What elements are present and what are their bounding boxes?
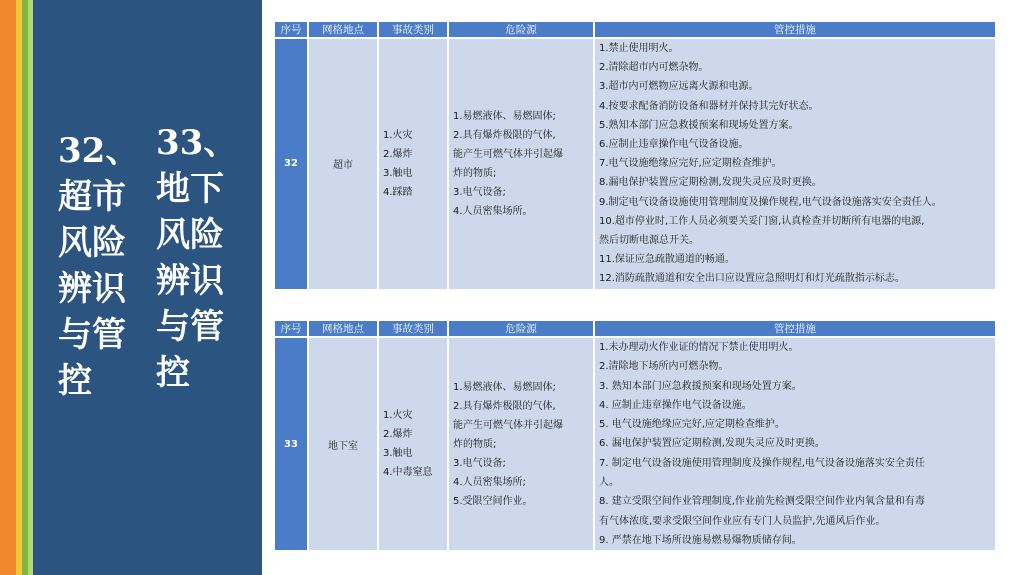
hazard-item: 能产生可燃气体并引起爆 — [453, 148, 563, 160]
row-hazards — [449, 338, 593, 550]
header-accident-type: 事故类别 — [379, 22, 447, 37]
measure-item: 1.未办理动火作业证的情况下禁止使用明火。 — [599, 342, 799, 353]
title-33-line: 风险 — [156, 215, 224, 255]
measure-item: 10.超市停业时,工作人员必须要关妥门窗,认真检查并切断所有电器的电源, — [599, 215, 925, 227]
hazard-item: 3.电气设备; — [453, 186, 506, 198]
header-measures: 管控措施 — [595, 22, 995, 37]
measure-item: 8. 建立受限空间作业管理制度,作业前先检测受限空间作业内氧含量和有毒 — [599, 496, 925, 508]
hazard-item: 4.人员密集场所。 — [453, 205, 533, 217]
accident-type-item: 3.触电 — [383, 448, 413, 460]
hazard-item: 炸的物质; — [453, 438, 497, 450]
measure-item: 有气体浓度,要求受限空间作业应有专门人员监护,先通风后作业。 — [599, 515, 886, 527]
slide-title-32 — [58, 128, 142, 404]
header-accident-type: 事故类别 — [379, 321, 447, 336]
measure-item: 3.超市内可燃物应远离火源和电源。 — [599, 81, 759, 93]
hazard-item: 4.人员密集场所; — [453, 476, 526, 488]
header-location: 网格地点 — [309, 321, 377, 336]
title-33-line: 33、 — [156, 123, 238, 163]
measure-item: 2.清除地下场所内可燃杂物。 — [599, 361, 729, 373]
accident-type-item: 1.火灾 — [383, 129, 413, 141]
measure-item: 3. 熟知本部门应急救援预案和现场处置方案。 — [599, 380, 802, 392]
risk-table-33 — [273, 319, 997, 552]
accident-type-item: 1.火灾 — [383, 410, 413, 422]
row-hazards — [449, 39, 593, 289]
title-33-line: 地下 — [156, 169, 224, 209]
measure-item: 12.消防疏散通道和安全出口应设置应急照明灯和灯光疏散指示标志。 — [599, 273, 905, 285]
title-33-line: 控 — [156, 353, 190, 393]
measure-item: 4.按要求配备消防设备和器材并保持其完好状态。 — [599, 100, 819, 112]
header-hazard: 危险源 — [449, 321, 593, 336]
row-number: 33 — [275, 338, 307, 550]
row-location: 超市 — [309, 39, 377, 289]
title-32-line: 超市 — [58, 177, 126, 217]
measure-item: 6. 漏电保护装置应定期检测,发现失灵应及时更换。 — [599, 438, 825, 450]
hazard-item: 能产生可燃气体并引起爆 — [453, 419, 563, 431]
measure-item: 9. 严禁在地下场所设施易燃易爆物质储存间。 — [599, 534, 802, 546]
title-32-line: 辨识 — [58, 269, 126, 309]
hazard-item: 1.易燃液体、易燃固体; — [453, 110, 556, 122]
row-accident-types — [379, 338, 447, 550]
measure-item: 6.应制止违章操作电气设备设施。 — [599, 139, 749, 151]
accident-type-item: 4.中毒窒息 — [383, 467, 433, 479]
risk-table-32 — [273, 20, 997, 291]
title-33-line: 辨识 — [156, 261, 224, 301]
hazard-item: 2.具有爆炸极限的气体, — [453, 400, 556, 412]
accident-type-item: 2.爆炸 — [383, 148, 413, 160]
hazard-item: 2.具有爆炸极限的气体, — [453, 129, 556, 141]
hazard-item: 3.电气设备; — [453, 457, 506, 469]
title-32-line: 与管 — [58, 315, 126, 355]
decor-stripe-orange — [0, 0, 16, 575]
measure-item: 2.清除超市内可燃杂物。 — [599, 62, 709, 74]
title-32-line: 风险 — [58, 223, 126, 263]
measure-item: 8.漏电保护装置应定期检测,发现失灵应及时更换。 — [599, 177, 822, 189]
row-number: 32 — [275, 39, 307, 289]
table-header-row — [275, 321, 995, 336]
measure-item: 9.制定电气设备设施使用管理制度及操作规程,电气设备设施落实安全责任人。 — [599, 196, 942, 208]
slide-title-33 — [156, 120, 240, 396]
row-measures — [595, 338, 995, 550]
accident-type-item: 4.踩踏 — [383, 186, 413, 198]
measure-item: 5.熟知本部门应急救援预案和现场处置方案。 — [599, 119, 799, 131]
measure-item: 4. 应制止违章操作电气设备设施。 — [599, 399, 752, 411]
row-accident-types — [379, 39, 447, 289]
row-location: 地下室 — [309, 338, 377, 550]
header-location: 网格地点 — [309, 22, 377, 37]
measure-item: 1.禁止使用明火。 — [599, 43, 679, 54]
title-32-line: 32、 — [58, 131, 140, 171]
measure-item: 5. 电气设施绝缘应完好,应定期检查维护。 — [599, 419, 785, 431]
measure-item: 然后切断电源总开关。 — [599, 235, 699, 247]
title-32-line: 控 — [58, 361, 92, 401]
row-measures — [595, 39, 995, 289]
table-row — [275, 39, 995, 289]
hazard-item: 1.易燃液体、易燃固体; — [453, 381, 556, 393]
measure-item: 7.电气设施绝缘应完好,应定期检查维护。 — [599, 158, 782, 170]
accident-type-item: 3.触电 — [383, 167, 413, 179]
table-row — [275, 338, 995, 550]
hazard-item: 5.受限空间作业。 — [453, 495, 533, 507]
accident-type-item: 2.爆炸 — [383, 429, 413, 441]
measure-item: 7. 制定电气设备设施使用管理制度及操作规程,电气设备设施落实安全责任 — [599, 457, 925, 469]
header-no: 序号 — [275, 22, 307, 37]
table-header-row — [275, 22, 995, 37]
measure-item: 人。 — [599, 477, 619, 489]
header-hazard: 危险源 — [449, 22, 593, 37]
measure-item: 11.保证应急疏散通道的畅通。 — [599, 254, 735, 266]
title-33-line: 与管 — [156, 307, 224, 347]
header-measures: 管控措施 — [595, 321, 995, 336]
header-no: 序号 — [275, 321, 307, 336]
hazard-item: 炸的物质; — [453, 167, 497, 179]
